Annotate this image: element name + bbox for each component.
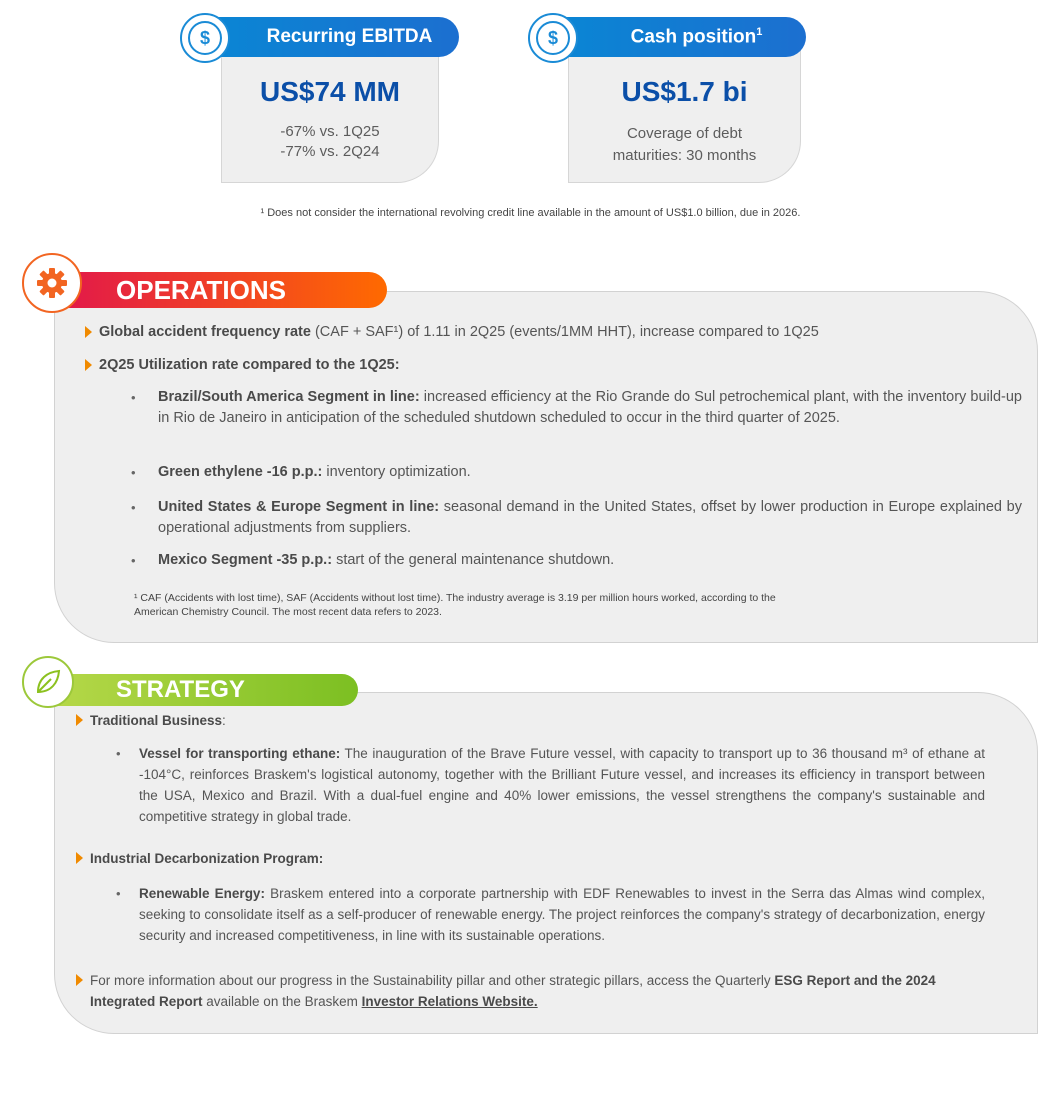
ops-item-utilization: 2Q25 Utilization rate compared to the 1Q25: xyxy=(99,357,400,373)
strategy-arrow-3 xyxy=(76,974,83,986)
cash-card xyxy=(568,40,801,183)
cash-value: US$1.7 bi xyxy=(621,76,748,107)
operations-title: OPERATIONS xyxy=(116,274,286,305)
strategy-dot-2: • xyxy=(116,886,121,901)
strategy-renewable: Renewable Energy: Braskem entered into a corporate partnership with EDF Renewables to invest in the Serra das Almas wind complex, seeking to consolidate itself as a self-producer of renewable energy. The project reinforces the company's strategy of decarbonization, energy security and increased competitiveness, in line with its sustainable operations. xyxy=(139,886,985,943)
ops-footnote-2: American Chemistry Council. The most recent data refers to 2023. xyxy=(134,606,442,618)
ebitda-card xyxy=(221,40,439,183)
strategy-title: STRATEGY xyxy=(116,676,245,703)
strategy-arrow-2 xyxy=(76,852,83,864)
ops-sub-dot-1: • xyxy=(131,390,136,405)
ebitda-line-1: -67% vs. 1Q25 xyxy=(280,123,380,140)
strategy-dot-1: • xyxy=(116,746,121,761)
gear-icon xyxy=(22,253,82,313)
ops-sub-mexico: Mexico Segment -35 p.p.: start of the general maintenance shutdown. xyxy=(158,552,615,568)
ops-footnote-1: ¹ CAF (Accidents with lost time), SAF (Accidents without lost time). The industry average is 3.19 per million hours worked, according to the xyxy=(134,592,776,604)
strategy-vessel: Vessel for transporting ethane: The inauguration of the Brave Future vessel, with capacity to transport up to 36 thousand m³ of ethane at -104°C, reinforces Braskem's logistical autonomy, together with the Brilliant Future vessel, and increases its efficiency in transport between the USA, Mexico and Brazil. With a dual-fuel engine and 40% lower emissions, the vessel strengthens the company's sustainable and competitive strategy in global trade. xyxy=(139,746,986,824)
ops-sub-dot-3: • xyxy=(131,500,136,515)
ebitda-value: US$74 MM xyxy=(259,76,401,107)
ops-sub-green: Green ethylene -16 p.p.: inventory optimization. xyxy=(158,464,471,480)
strategy-banner xyxy=(40,674,358,706)
cash-title: Cash position$^1$ xyxy=(557,17,806,57)
ebitda-line-2: -77% vs. 2Q24 xyxy=(280,143,380,160)
ops-sub-dot-2: • xyxy=(131,465,136,480)
cash-line-2: maturities: 30 months xyxy=(612,147,757,164)
strategy-traditional-label: Traditional Business: xyxy=(90,713,226,728)
operations-banner xyxy=(40,272,387,308)
dollar-growth-icon: $ xyxy=(180,13,230,63)
strategy-arrow-1 xyxy=(76,714,83,726)
strategy-decarb-label: Industrial Decarbonization Program: xyxy=(90,851,324,866)
ops-sub-us-europe: United States & Europe Segment in line: seasonal demand in the United States, offset by lower production in Europe explained by operational adjustments from suppliers. xyxy=(158,499,1022,536)
ops-sub-brazil: Brazil/South America Segment in line: increased efficiency at the Rio Grande do Sul petrochemical plant, with the inventory build-up in Rio de Janeiro in anticipation of the scheduled shutdown scheduled to occur in the third quarter of 2025. xyxy=(158,389,1022,426)
leaf-icon xyxy=(22,656,74,708)
cash-line-1: Coverage of debt xyxy=(626,125,743,142)
strategy-more-info: For more information about our progress in the Sustainability pillar and other strategic pillars, access the Quarterly ESG Report and the 2024 Integrated Report available on the Braskem Investor Relations Website. xyxy=(90,973,936,1009)
kpi-footnote: ¹ Does not consider the international revolving credit line available in the amount of US$1.0 billion, due in 2026. xyxy=(260,207,801,219)
investor-relations-link[interactable]: Investor Relations Website. xyxy=(361,994,538,1009)
ops-arrow-2 xyxy=(85,359,92,371)
ops-sub-dot-4: • xyxy=(131,553,136,568)
dollar-icon: $ xyxy=(528,13,578,63)
ops-arrow-1 xyxy=(85,326,92,338)
ebitda-title: Recurring EBITDA xyxy=(210,17,459,57)
ops-item-accident: Global accident frequency rate (CAF + SAF¹) of 1.11 in 2Q25 (events/1MM HHT), increase compared to 1Q25 xyxy=(99,324,819,340)
